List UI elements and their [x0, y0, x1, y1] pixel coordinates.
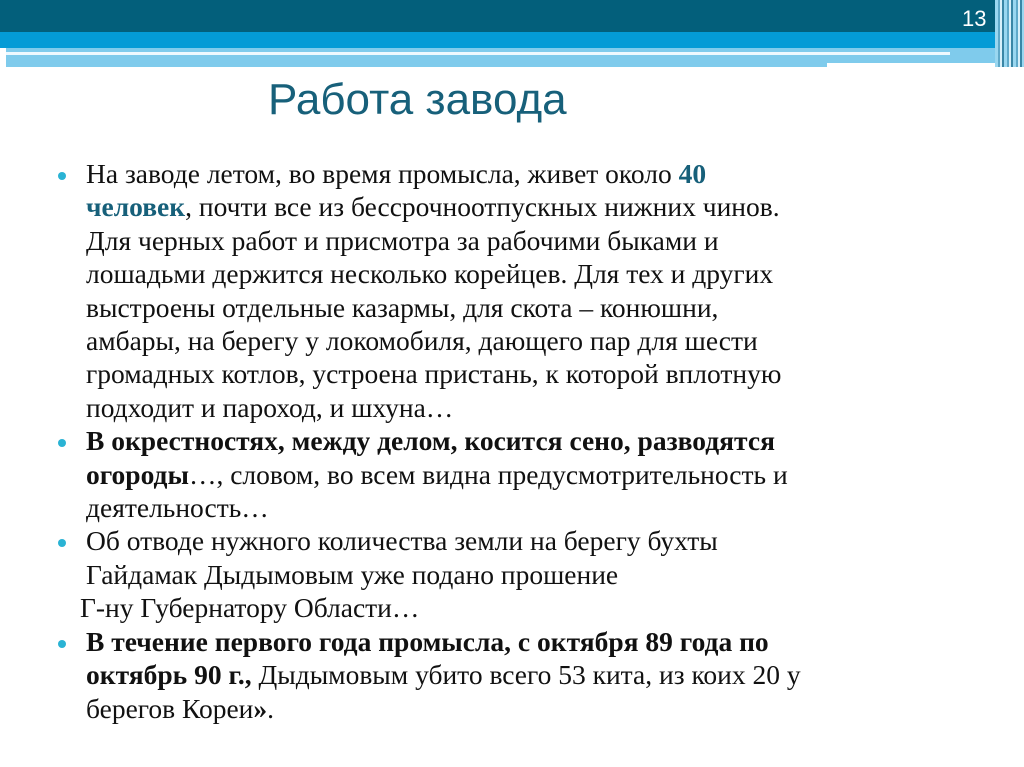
text-line — [86, 257, 1024, 290]
header-accent — [827, 63, 1007, 67]
text-line — [86, 658, 1024, 691]
text-segment: Для черных работ и присмотра за рабочими быками и — [86, 224, 719, 256]
text-line — [86, 357, 1024, 390]
text-segment: берегов Кореи — [86, 692, 254, 724]
text-segment: Гайдамак Дыдымовым уже подано прошение — [86, 558, 619, 590]
bullet-item — [0, 424, 1024, 524]
bullet-dot-icon — [58, 640, 66, 648]
text-segment: амбары, на берегу у локомобиля, дающего пар для шести — [86, 325, 758, 357]
bullet-item — [0, 524, 1024, 591]
text-line — [86, 324, 1024, 357]
text-line — [86, 424, 1024, 457]
slide-number: 13 — [962, 6, 987, 31]
text-segment: . — [267, 692, 275, 724]
text-line — [86, 190, 1024, 223]
text-segment: В окрестностях, между делом, косится сено, разводятся — [86, 425, 775, 457]
text-line — [80, 591, 1024, 624]
bullet-item — [0, 625, 1024, 725]
text-segment: деятельность… — [86, 492, 269, 524]
text-segment: В течение первого года промысла, с октября 89 года по — [86, 625, 769, 657]
text-segment: громадных котлов, устроена пристань, к которой вплотную — [86, 358, 782, 390]
bullet-dot-icon — [58, 172, 66, 180]
text-segment: Г-ну Губернатору Области… — [80, 592, 420, 624]
text-line — [86, 291, 1024, 324]
text-line — [86, 625, 1024, 658]
text-segment: Дыдымовым убито всего 53 кита, из коих 20 у — [251, 659, 801, 691]
text-segment: человек — [86, 191, 186, 223]
bullet-dot-icon — [58, 439, 66, 447]
bullet-dot-icon — [58, 539, 66, 547]
header-band-blue — [0, 32, 1000, 48]
text-segment: лошадьми держится несколько корейцев. Для тех и других — [86, 258, 774, 290]
text-line — [86, 224, 1024, 257]
text-line — [86, 524, 1024, 557]
header-stripes — [995, 0, 1024, 67]
text-segment: подходит и пароход, и шхуна… — [86, 391, 454, 423]
text-line — [86, 692, 1024, 725]
bullet-item — [0, 591, 1024, 624]
bullet-item — [0, 157, 1024, 424]
text-line — [86, 458, 1024, 491]
text-segment: , почти все из бессрочноотпускных нижних чинов. — [185, 191, 780, 223]
text-segment: огороды — [86, 458, 189, 490]
text-segment: выстроены отдельные казармы, для скота – конюшни, — [86, 291, 719, 323]
slide-body — [0, 157, 1024, 725]
text-segment: 40 — [678, 158, 707, 189]
text-line — [86, 391, 1024, 424]
header-divider — [6, 52, 950, 55]
text-segment: …, словом, во всем видна предусмотрительность и — [188, 458, 788, 490]
header-band-dark — [0, 0, 1024, 32]
text-line — [86, 157, 1024, 190]
text-segment: На заводе летом, во время промысла, живет около — [86, 158, 679, 189]
slide-title: Работа завода — [268, 75, 567, 124]
text-line — [86, 491, 1024, 524]
text-segment: октябрь 90 г., — [86, 659, 252, 691]
text-segment: » — [253, 692, 268, 724]
text-segment: Об отводе нужного количества земли на берегу бухты — [86, 525, 718, 557]
text-line — [86, 558, 1024, 591]
